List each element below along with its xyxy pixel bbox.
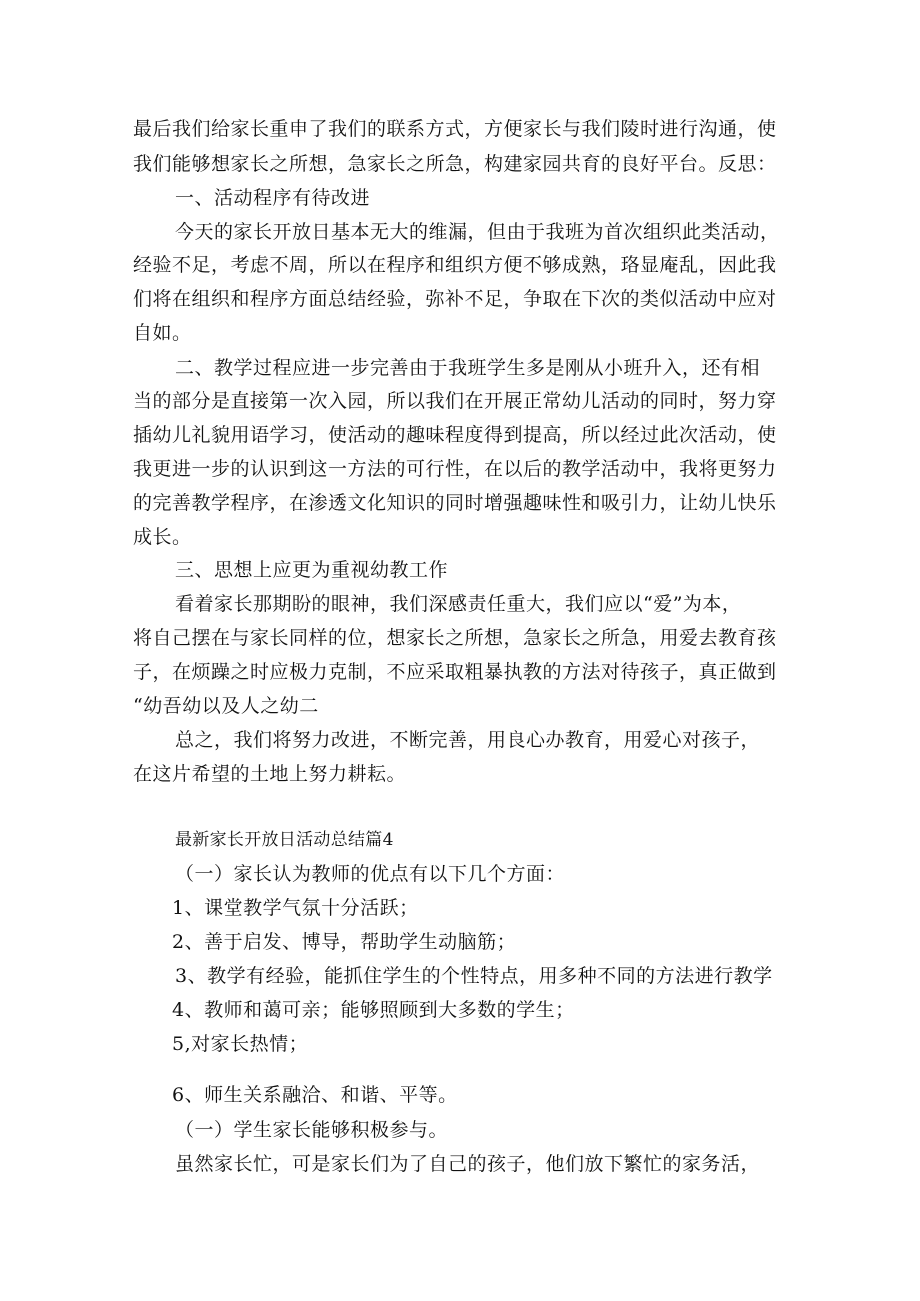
list-item: 4、教师和蔼可亲；能够照顾到大多数的学生；	[172, 999, 575, 1021]
paragraph-line: 虽然家长忙，可是家长们为了自己的孩子，他们放下繁忙的家务活，	[175, 1153, 761, 1175]
paragraph-line: 将自己摆在与家长同样的位，想家长之所想，急家长之所急，用爱去教育孩	[133, 627, 777, 649]
paragraph-line: 我更进一步的认识到这一方法的可行性，在以后的教学活动中，我将更努力	[133, 458, 777, 480]
paragraph-line: 总之，我们将努力改进，不断完善，用良心办教育，用爱心对孩子，	[175, 729, 761, 751]
paragraph-line: 的完善教学程序，在渗透文化知识的同时增强趣味性和吸引力，让幼儿快乐	[133, 492, 777, 514]
article-title: 最新家长开放日活动总结篇4	[175, 830, 394, 850]
section-heading: 一、活动程序有待改进	[175, 187, 371, 209]
paragraph-line: 当的部分是直接第一次入园，所以我们在开展正常幼儿活动的同时，努力穿	[133, 390, 777, 412]
list-item: 5,对家长热情；	[172, 1033, 309, 1055]
list-heading: （一）学生家长能够积极参与。	[175, 1119, 449, 1141]
list-item: 6、师生关系融洽、和谐、平等。	[172, 1084, 458, 1106]
section-heading: 三、思想上应更为重视幼教工作	[175, 559, 449, 581]
list-item: 1、课堂教学气氛十分活跃；	[172, 897, 419, 919]
paragraph-line: 看着家长那期盼的眼神，我们深感责任重大，我们应以“爱”为本，	[175, 593, 742, 615]
paragraph-line: 我们能够想家长之所想，急家长之所急，构建家园共育的良好平台。反思：	[133, 153, 777, 175]
list-item: 3、教学有经验，能抓住学生的个性特点，用多种不同的方法进行教学	[175, 965, 773, 987]
list-heading: （一）家长认为教师的优点有以下几个方面：	[175, 863, 566, 885]
paragraph-line: 最后我们给家长重申了我们的联系方式，方便家长与我们陵时进行沟通，使	[133, 118, 777, 140]
paragraph-line: 们将在组织和程序方面总结经验，弥补不足，争取在下次的类似活动中应对	[133, 288, 777, 310]
paragraph-line: 经验不足，考虑不周，所以在程序和组织方便不够成熟，珞显庵乱，因此我	[133, 254, 777, 276]
paragraph-line: 插幼儿礼貌用语学习，使活动的趣味程度得到提高，所以经过此次活动，使	[133, 424, 777, 446]
paragraph-line: 二、教学过程应进一步完善由于我班学生多是刚从小班升入，还有相	[175, 357, 761, 379]
paragraph-line: 自如。	[133, 322, 192, 344]
paragraph-line: 在这片希望的土地上努力耕耘。	[133, 763, 407, 785]
paragraph-line: “幼吾幼以及人之幼二	[133, 695, 319, 717]
paragraph-line: 子，在烦躁之时应极力克制，不应采取粗暴执教的方法对待孩子，真正做到	[133, 661, 777, 683]
list-item: 2、善于启发、博导，帮助学生动脑筋；	[172, 931, 517, 953]
paragraph-line: 今天的家长开放日基本无大的维漏，但由于我班为首次组织此类活动，	[175, 221, 780, 243]
paragraph-line: 成长。	[133, 526, 192, 548]
